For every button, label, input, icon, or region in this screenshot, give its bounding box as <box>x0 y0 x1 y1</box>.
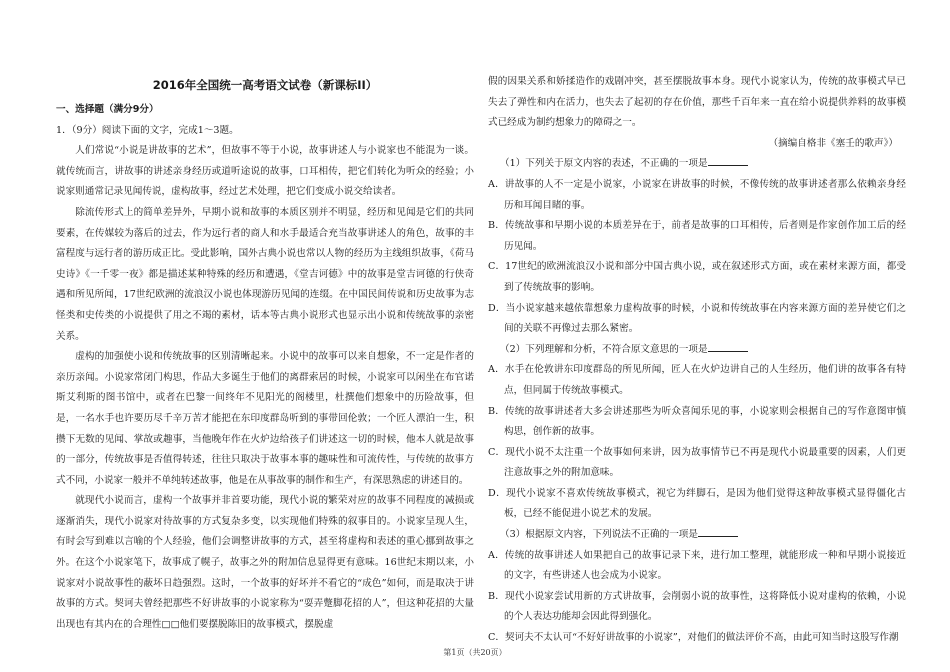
passage-paragraph-3: 虚构的加强使小说和传统故事的区别清晰起来。小说中的故事可以来自想象，不一定是作者的亲历亲闻。小说家常闭门构思，作品大多诞生于他们的离群索居的时候，小说家可以闲坐在布官诺斯艾利斯的图书馆中，或者在巴黎一间终年不见阳光的阁楼里，杜撰他们想象中的历险故事，但是，一名水手也许要历尽千辛万苦才能把在东印度群岛听到的事带回伦敦；一个匠人漂泊一生，积攒下无数的见闻、掌故或趣事，当他晚年作在火炉边给孩子们讲述这一切的时候，他本人就是故事的一部分，传统故事是否值得转述，往往只取决于故事本事的趣味性和可流传性，与传统的故事方式不同，小说家一般并不单纯转述故事，他是在从事故事的制作和生产，有深思熟虑的讲述目的。 <box>56 351 474 486</box>
page-title: 2016年全国统一高考语文试卷（新课标II） <box>152 78 378 92</box>
passage-paragraph-1: 人们常说“小说是讲故事的艺术”，但故事不等于小说，故事讲述人与小说家也不能混为一谈。就传统而言，讲故事的讲述亲身经历或道听途说的故事，口耳相传，把它们转化为听众的经验；小说家则通常记录见闻传说，虚构故事，经过艺术处理，把它们变成小说交给读者。 <box>56 145 474 198</box>
question-1-stem <box>488 154 906 175</box>
answer-blank <box>708 155 748 166</box>
answer-blank <box>698 526 738 537</box>
passage-paragraph-2: 除流传形式上的简单差异外，早期小说和故事的本质区别并不明显，经历和见闻是它们的共同要素，在传媒较为落后的过去，作为远行者的商人和水手最适合充当故事讲述人的角色，故事的丰富程度与远行者的游历成正比。受此影响，国外古典小说也常以人物的经历为主线组织故事，《荷马史诗》《一千零一夜》都是描述某种特殊的经历和遭遇，《堂吉诃德》中的故事是堂吉诃德的行侠奇遇和所见所闻，17世纪欧洲的流浪汉小说也体现游历见闻的连缀。在中国民间传说和历史故事为志怪类和史传类的小说提供了用之不竭的素材，话本等古典小说形式也显示出小说和传统故事的亲密关系。 <box>56 206 474 342</box>
q1-option-c: C．17世纪的欧洲流浪汉小说和部分中国古典小说，或在叙述形式方面，或在素材来源方面，都受到了传统故事的影响。 <box>488 261 906 293</box>
question-3-stem-text: （3）根据原文内容，下列说法不正确的一项是 <box>500 529 698 541</box>
question-2-stem-text: （2）下列理解和分析，不符合原文意思的一项是 <box>500 343 708 355</box>
passage-paragraph-4: 就现代小说而言，虚构一个故事并非首要功能，现代小说的繁荣对应的故事不同程度的减损或逐渐消失，现代小说家对待故事的方式复杂多变，以实现他们特殊的叙事目的。小说家呈现人生，有时会写到难以言喻的个人经验，他们会调整讲故事的方式，甚至将虚构和表述的重心挪到故事之外。在这个小说家笔下，故事成了幌子，故事之外的附加信息显得更有意味。16世纪末期以来，小说家对小说故事性的蔽坏日趋强烈。这时，一个故事的好坏并不看它的“成色”如何，而是取决于讲故事的方式。契诃夫曾经把那些不好讲故事的小说家称为“耍弄蹩脚花招的人”，但这种花招的大量出现也有其内在的合理性□□他们要摆脱陈旧的故事模式，摆脱虚 <box>56 495 474 630</box>
q2-option-a: A．水手在伦敦讲东印度群岛的所见所闻，匠人在火炉边讲自己的人生经历，他们讲的故事各有特点，但同属于传统故事模式。 <box>488 364 906 396</box>
answer-blank <box>708 341 748 352</box>
passage-continuation: 假的因果关系和娇揉造作的戏剧冲突，甚至摆脱故事本身。现代小说家认为，传统的故事模式早已失去了弹性和内在活力，也失去了起初的存在价值，那些千百年来一直在给小说提供养料的故事模式已经成为制约想象力的障碍之一。 <box>488 76 906 129</box>
q3-option-a: A．传统的故事讲述人如果把自己的故事记录下来，进行加工整理，就能形成一种和早期小说接近的文字，有些讲述人也会成为小说家。 <box>488 549 906 582</box>
question-2-stem <box>488 340 906 361</box>
right-column <box>488 72 906 649</box>
q3-option-c: C．契诃夫不太认可“不好好讲故事的小说家”，对他们的做法评价不高，由此可知当时这股写作潮 <box>488 632 899 644</box>
q2-option-b: B．传统的故事讲述者大多会讲述那些为听众喜闻乐见的事，小说家则会根据自己的写作意图审慎构思，创作新的故事。 <box>488 405 906 438</box>
question-1-stem-text: （1）下列关于原文内容的表述，不正确的一项是 <box>500 158 708 170</box>
question-intro: 1．（9分）阅读下面的文字，完成1～3题。 <box>56 124 239 136</box>
q1-option-b: B．传统故事和早期小说的本质差异在于，前者是故事的口耳相传，后者则是作家创作加工后的经历见闻。 <box>488 220 906 252</box>
page-footer: 第1页（共20页） <box>443 648 507 657</box>
q1-option-a: A．讲故事的人不一定是小说家，小说家在讲故事的时候，不像传统的故事讲述者那么依赖亲身经历和耳闻目睹的事。 <box>488 178 906 211</box>
left-column <box>56 72 474 635</box>
source-citation: （摘编自格非《塞壬的歌声》） <box>768 137 898 149</box>
question-3-stem <box>488 525 906 546</box>
section-heading: 一、选择题（满分9分） <box>56 104 159 115</box>
q2-option-d: D．现代小说家不喜欢传统故事模式，视它为绊脚石，是因为他们觉得这种故事模式显得僵化古板，已经不能促进小说艺术的发展。 <box>488 487 906 520</box>
q3-option-b: B．现代小说家尝试用新的方式讲故事，会削弱小说的故事性，这将降低小说对虚构的依赖，小说的个人表达功能却会因此得到强化。 <box>488 590 906 623</box>
q2-option-c: C．现代小说不太注重一个故事如何来讲，因为故事情节已不再是现代小说最重要的因素，人们更注意故事之外的附加意味。 <box>488 446 906 479</box>
q1-option-d: D．当小说家越来越依靠想象力虚构故事的时候，小说和传统故事在内容来源方面的差异使它们之间的关联不再像过去那么紧密。 <box>488 302 906 335</box>
